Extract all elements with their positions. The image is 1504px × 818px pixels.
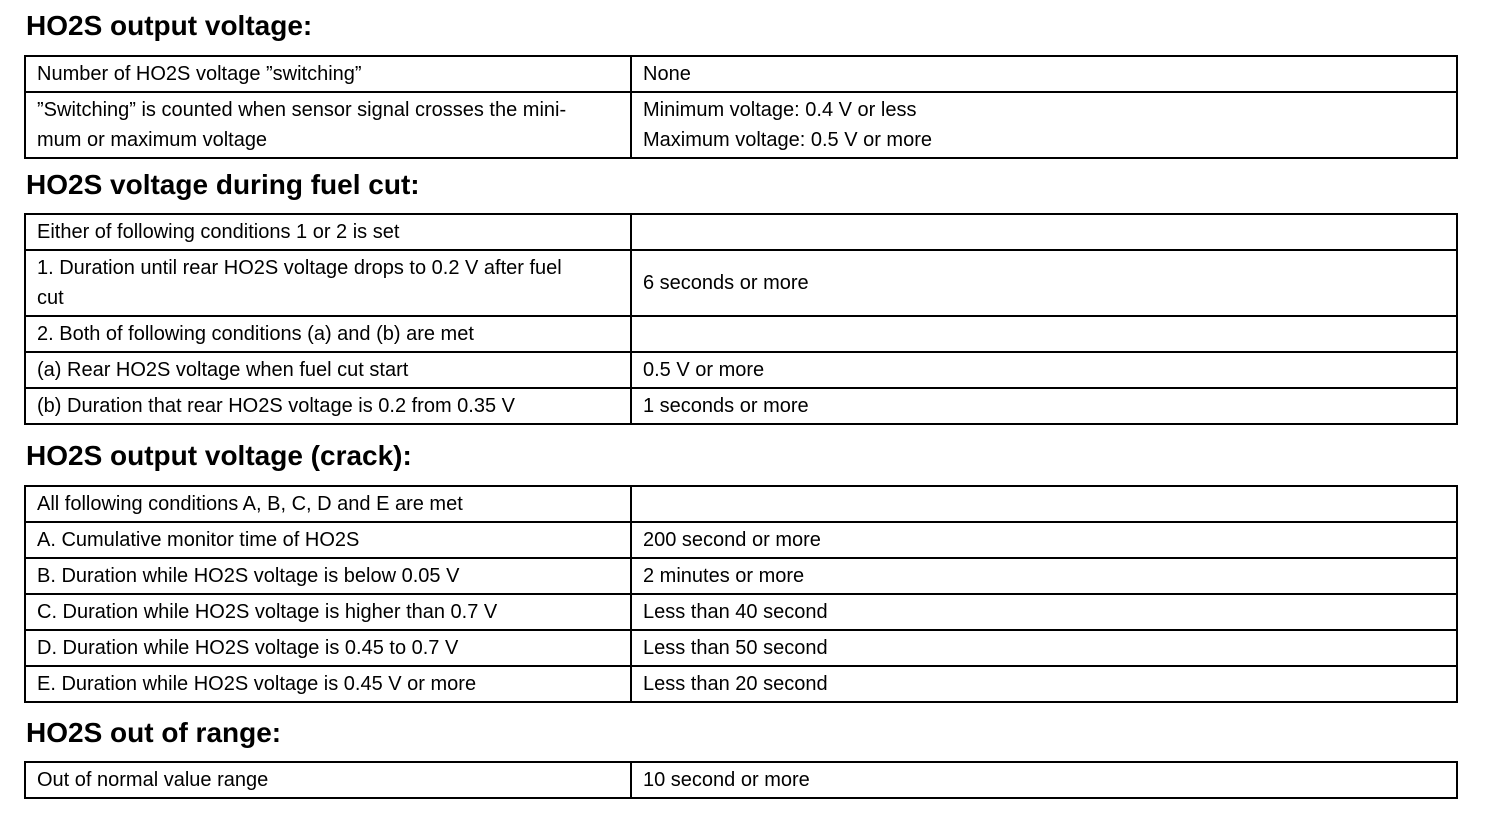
cell-line: Maximum voltage: 0.5 V or more	[643, 129, 932, 151]
cell-line: Out of normal value range	[37, 769, 269, 791]
table-row	[25, 522, 1457, 558]
condition-cell	[25, 92, 631, 158]
condition-cell	[25, 666, 631, 702]
cell-line: 1 seconds or more	[643, 395, 809, 417]
value-cell	[631, 594, 1457, 630]
condition-cell	[25, 388, 631, 424]
condition-cell	[25, 630, 631, 666]
value-cell	[631, 388, 1457, 424]
condition-cell	[25, 762, 631, 798]
condition-cell	[25, 486, 631, 522]
table-row	[25, 250, 1457, 316]
value-cell	[631, 558, 1457, 594]
cell-line: ”Switching” is counted when sensor signal crosses the mini-	[37, 99, 567, 121]
condition-cell	[25, 250, 631, 316]
table-row	[25, 352, 1457, 388]
section-heading: HO2S output voltage (crack):	[26, 440, 412, 471]
condition-cell	[25, 594, 631, 630]
condition-cell	[25, 352, 631, 388]
cell-line: Number of HO2S voltage ”switching”	[37, 63, 362, 85]
condition-cell	[25, 522, 631, 558]
value-cell	[631, 92, 1457, 158]
value-cell	[631, 762, 1457, 798]
section-heading: HO2S output voltage:	[26, 10, 313, 41]
cell-line: 2. Both of following conditions (a) and (b) are met	[37, 323, 474, 345]
cell-line: cut	[37, 287, 64, 309]
value-cell	[631, 666, 1457, 702]
table-row	[25, 666, 1457, 702]
cell-line: A. Cumulative monitor time of HO2S	[37, 529, 360, 551]
condition-cell	[25, 56, 631, 92]
cell-line: 6 seconds or more	[643, 272, 809, 294]
table-row	[25, 486, 1457, 522]
table-row	[25, 316, 1457, 352]
section-fuel-cut	[24, 169, 1456, 425]
cell-line: 2 minutes or more	[643, 565, 805, 587]
section-heading: HO2S voltage during fuel cut:	[26, 169, 420, 200]
cell-line: D. Duration while HO2S voltage is 0.45 to 0.7 V	[37, 637, 459, 659]
cell-line: 0.5 V or more	[643, 359, 765, 381]
value-cell	[631, 522, 1457, 558]
cell-line: Less than 50 second	[643, 637, 828, 659]
condition-table	[24, 761, 1458, 799]
cell-line: Less than 20 second	[643, 673, 828, 695]
cell-line: All following conditions A, B, C, D and E are met	[37, 493, 463, 515]
cell-line: Minimum voltage: 0.4 V or less	[643, 99, 917, 121]
cell-line: C. Duration while HO2S voltage is higher than 0.7 V	[37, 601, 498, 623]
condition-table	[24, 485, 1458, 703]
cell-line: 200 second or more	[643, 529, 821, 551]
value-cell	[631, 630, 1457, 666]
table-row	[25, 56, 1457, 92]
table-row	[25, 388, 1457, 424]
cell-line: 1. Duration until rear HO2S voltage drops to 0.2 V after fuel	[37, 257, 562, 279]
section-heading: HO2S out of range:	[26, 717, 282, 748]
table-row	[25, 558, 1457, 594]
value-cell	[631, 56, 1457, 92]
condition-cell	[25, 316, 631, 352]
table-row	[25, 762, 1457, 798]
cell-line: 10 second or more	[643, 769, 810, 791]
cell-line: (b) Duration that rear HO2S voltage is 0.2 from 0.35 V	[37, 395, 515, 417]
value-cell	[631, 316, 1457, 352]
cell-line: Either of following conditions 1 or 2 is set	[37, 221, 400, 243]
cell-line: mum or maximum voltage	[37, 129, 268, 151]
cell-line: E. Duration while HO2S voltage is 0.45 V or more	[37, 673, 477, 695]
section-output-voltage	[24, 10, 1456, 159]
table-row	[25, 594, 1457, 630]
value-cell	[631, 352, 1457, 388]
section-out-of-range	[24, 717, 1456, 799]
cell-line: None	[643, 63, 691, 85]
value-cell	[631, 250, 1457, 316]
table-row	[25, 630, 1457, 666]
cell-line: B. Duration while HO2S voltage is below 0.05 V	[37, 565, 460, 587]
table-row	[25, 214, 1457, 250]
condition-table	[24, 213, 1458, 425]
section-crack	[24, 440, 1456, 703]
condition-cell	[25, 558, 631, 594]
condition-cell	[25, 214, 631, 250]
table-row	[25, 92, 1457, 158]
value-cell	[631, 214, 1457, 250]
condition-table	[24, 55, 1458, 159]
cell-line: Less than 40 second	[643, 601, 828, 623]
value-cell	[631, 486, 1457, 522]
cell-line: (a) Rear HO2S voltage when fuel cut start	[37, 359, 409, 381]
